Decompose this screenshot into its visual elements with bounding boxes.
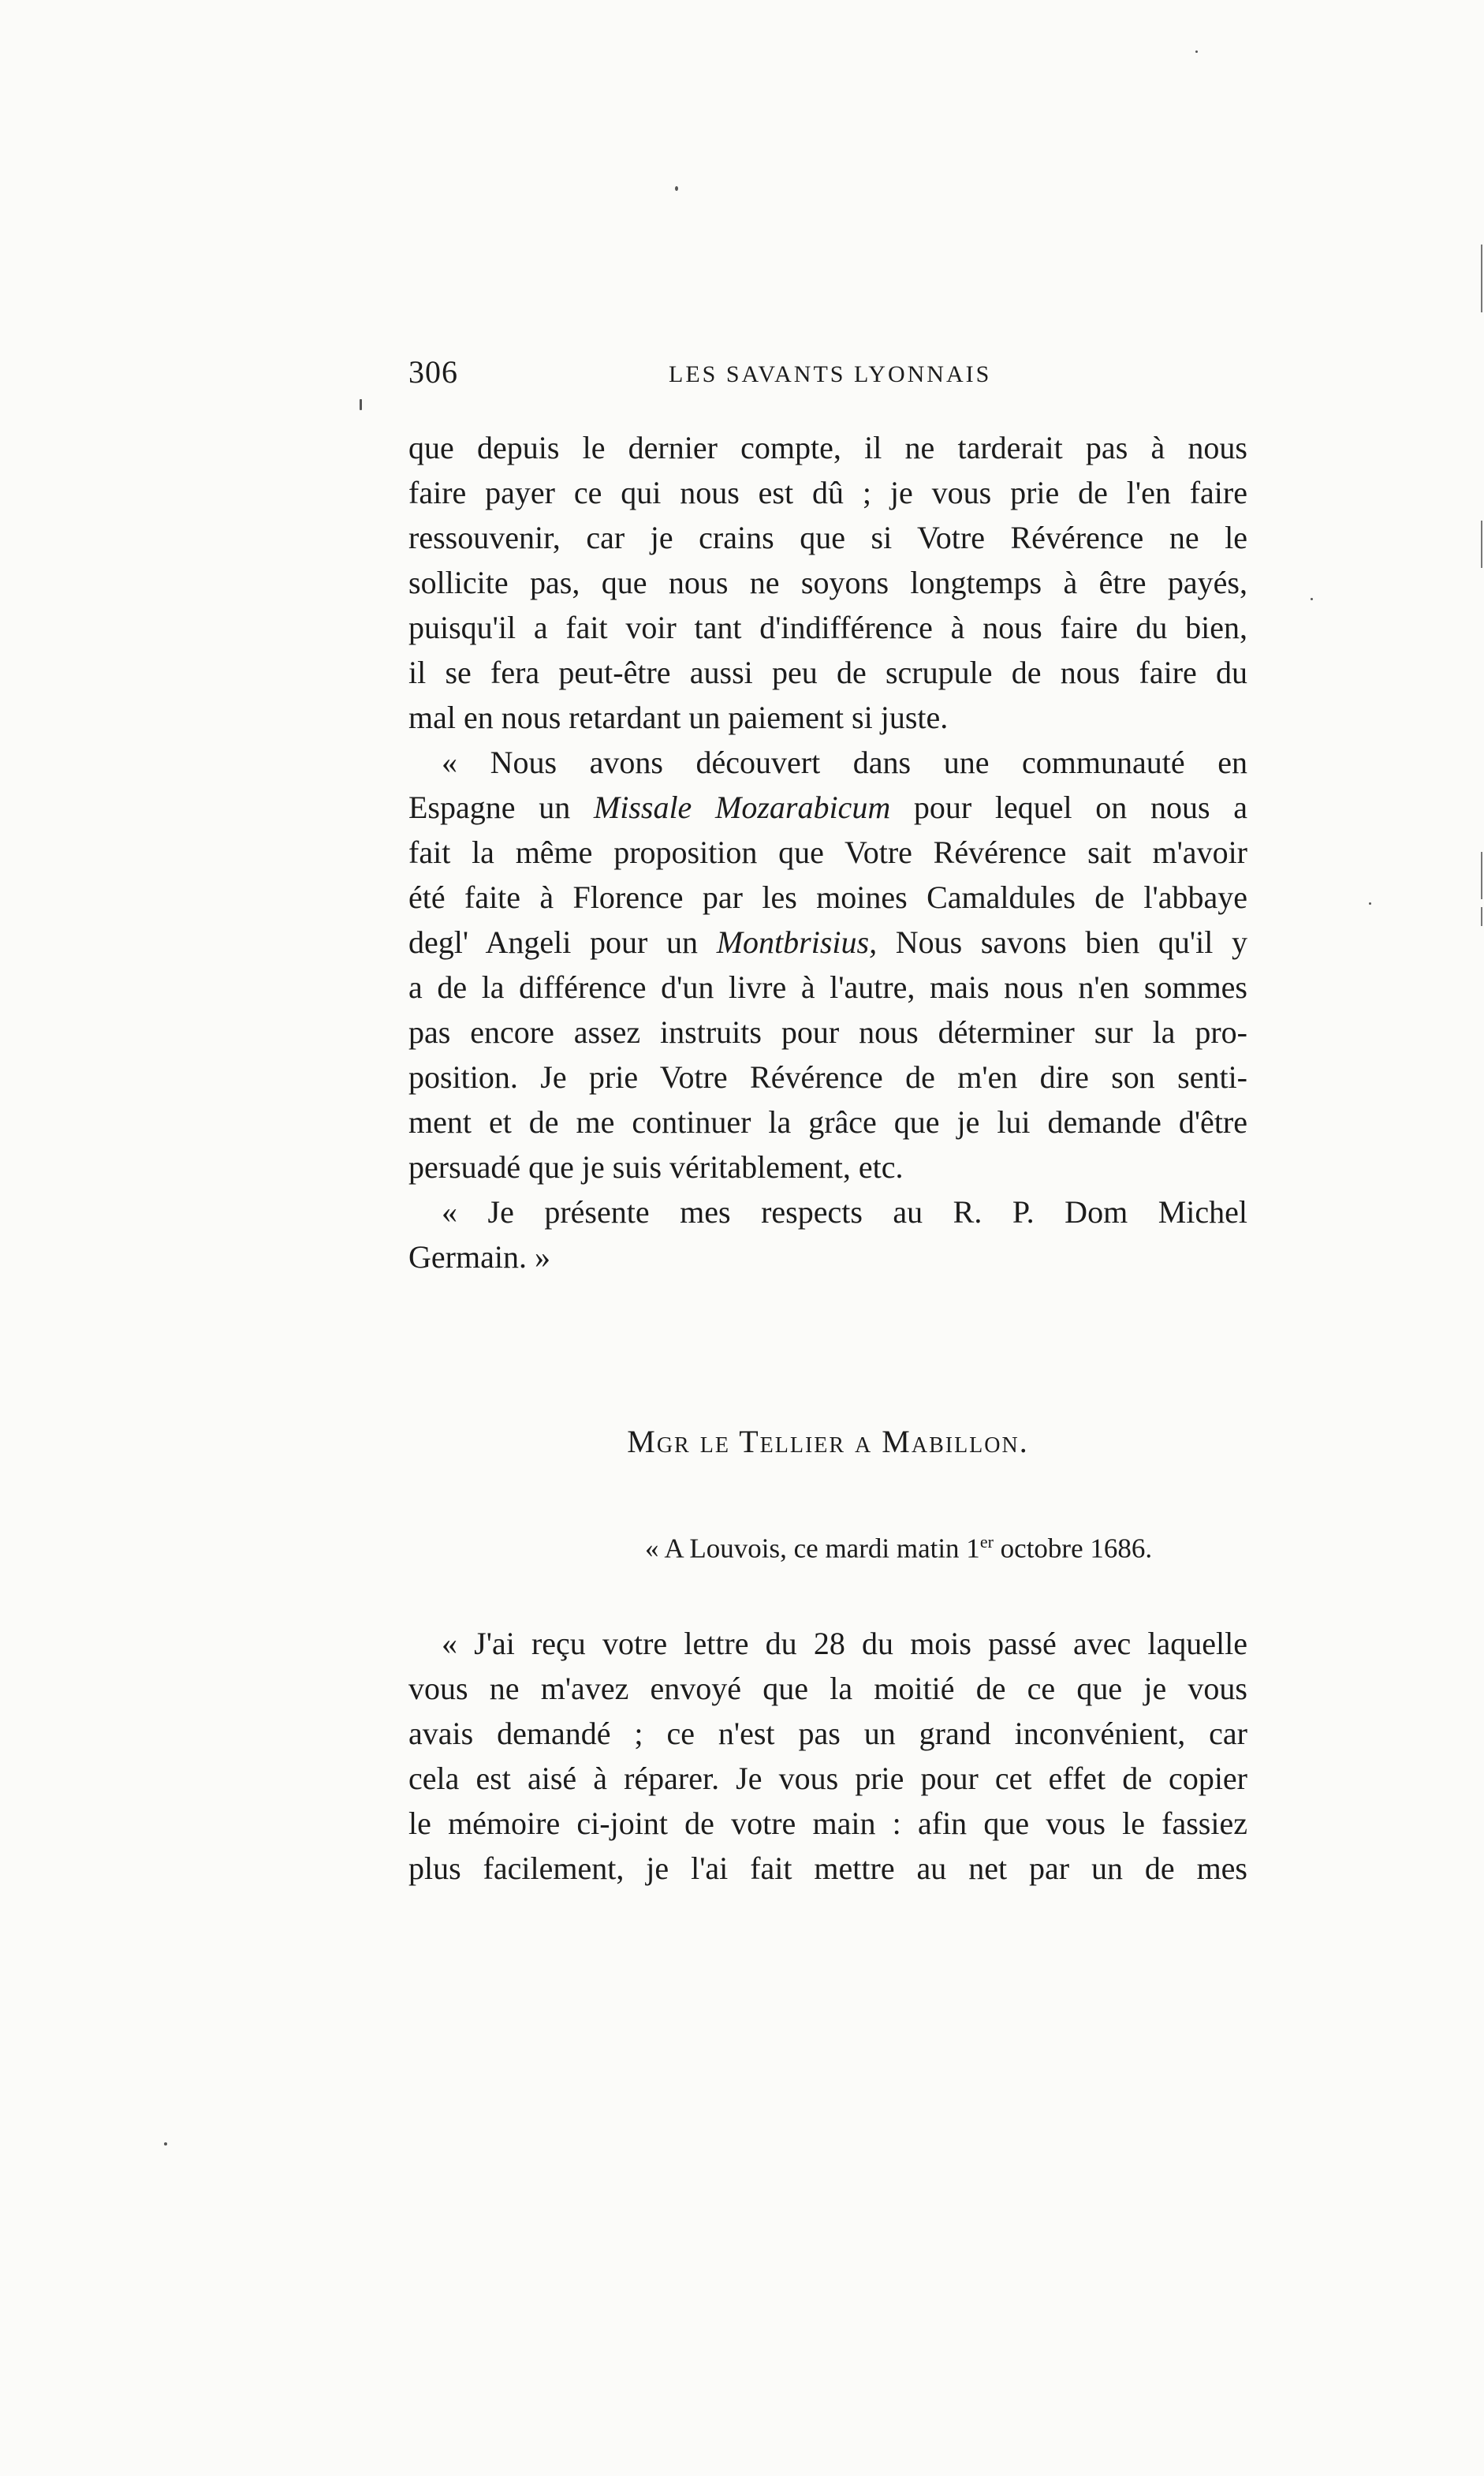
text-line: « J'ai reçu votre lettre du 28 du mois passé avec laquelle [442, 1626, 1247, 1661]
text-segment: Nous savons bien qu'il y [877, 924, 1248, 960]
page-number: 306 [408, 354, 458, 390]
text-segment: pour lequel on nous a [890, 790, 1247, 825]
text-line: Germain. » [408, 1239, 550, 1275]
text-line: avais demandé ; ce n'est pas un grand inconvénient, car [408, 1716, 1247, 1751]
text-line: pas encore assez instruits pour nous déterminer sur la pro- [408, 1014, 1247, 1050]
scan-edge-mark [1481, 245, 1482, 312]
text-line: été faite à Florence par les moines Camaldules de l'abbaye [408, 879, 1247, 915]
text-line: que depuis le dernier compte, il ne tarderait pas à nous [408, 430, 1247, 465]
text-segment: Espagne un [408, 790, 594, 825]
italic-title: Montbrisius, [716, 924, 878, 960]
text-line: faire payer ce qui nous est dû ; je vous prie de l'en faire [408, 475, 1247, 510]
text-line: cela est aisé à réparer. Je vous prie pour cet effet de copier [408, 1761, 1247, 1796]
text-line: vous ne m'avez envoyé que la moitié de ce que je vous [408, 1671, 1247, 1706]
scan-speck [1369, 902, 1371, 905]
text-line: mal en nous retardant un paiement si juste. [408, 700, 949, 735]
text-line: il se fera peut-être aussi peu de scrupule de nous faire du [408, 655, 1247, 690]
italic-title: Missale Mozarabicum [593, 790, 891, 825]
scan-speck [1195, 50, 1198, 53]
scan-speck [360, 399, 362, 410]
text-line: le mémoire ci-joint de votre main : afin que vous le fassiez [408, 1806, 1247, 1841]
scan-speck [164, 2142, 167, 2145]
text-line: sollicite pas, que nous ne soyons longtemps à être payés, [408, 565, 1247, 600]
scan-speck [675, 186, 678, 191]
scan-edge-mark [1481, 907, 1482, 926]
text-line: position. Je prie Votre Révérence de m'en dire son senti- [408, 1059, 1247, 1095]
text-line: « Je présente mes respects au R. P. Dom Michel [442, 1194, 1247, 1230]
letter-heading: Mgr le Tellier a Mabillon. [627, 1424, 1029, 1459]
text-line [408, 922, 1247, 966]
text-line: a de la différence d'un livre à l'autre, mais nous n'en sommes [408, 969, 1247, 1005]
text-line: plus facilement, je l'ai fait mettre au net par un de mes [408, 1850, 1247, 1886]
text-line: puisqu'il a fait voir tant d'indifférence à nous faire du bien, [408, 610, 1247, 645]
dateline-text: « A Louvois, ce mardi matin 1 [645, 1533, 980, 1564]
scan-edge-mark [1481, 852, 1482, 899]
text-line: persuadé que je suis véritablement, etc. [408, 1149, 904, 1185]
scan-speck [1311, 598, 1313, 600]
text-line: ment et de me continuer la grâce que je lui demande d'être [408, 1104, 1247, 1140]
running-title: LES SAVANTS LYONNAIS [669, 361, 992, 387]
text-line [408, 787, 1247, 831]
scan-edge-mark [1481, 521, 1482, 568]
ordinal-suffix: er [979, 1532, 994, 1552]
text-line: fait la même proposition que Votre Révérence sait m'avoir [408, 835, 1247, 870]
text-line: « Nous avons découvert dans une communauté en [442, 745, 1247, 780]
dateline-text: octobre 1686. [993, 1533, 1153, 1564]
page-header [408, 353, 1247, 401]
letter-dateline [645, 1532, 1152, 1565]
text-segment: degl' Angeli pour un [408, 924, 717, 960]
text-line: ressouvenir, car je crains que si Votre Révérence ne le [408, 520, 1247, 555]
